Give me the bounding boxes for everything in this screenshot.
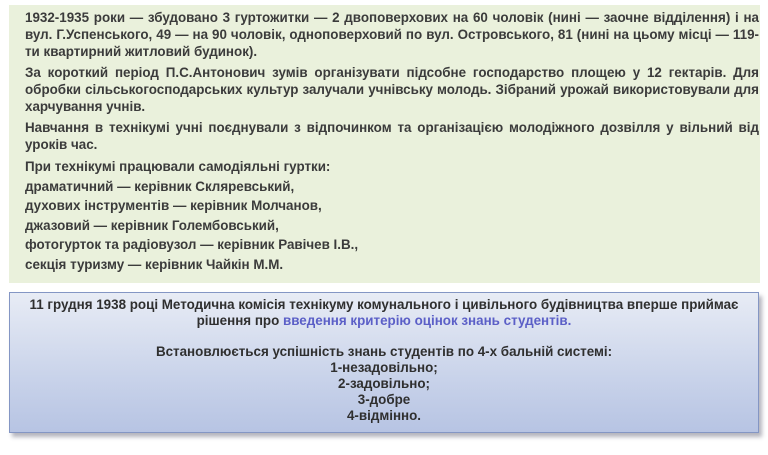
club-item: духових інструментів — керівник Молчанов, <box>25 198 322 213</box>
paragraph-farm: За короткий період П.С.Антонович зумів організувати підсобне господарство площею у 12 гектарів. Для обробки сільськогосподарських культур залучали учнівську молодь. Зібраний урожай використовували для харчування учнів. <box>25 65 759 114</box>
paragraph-dormitories: 1932-1935 роки — збудовано 3 гуртожитки — 2 двоповерхових на 60 чоловік (нині — заочне відділення) і на вул. Г.Успенського, 49 — на 90 чоловік, одноповерховий по вул. Островського, 81 (нині на цьому місці — 119-ти квартирний житловий будинок). <box>25 10 759 59</box>
decision-line-2-prefix: рішення про <box>196 313 284 328</box>
paragraph-leisure: Навчання в технікумі учні поєднували з відпочинком та організацією молодіжного дозвілля у вільний від уроків час. <box>25 120 759 152</box>
grade-item: 1-незадовільно; <box>330 360 438 375</box>
decision-highlight: введення критерію оцінок знань студентів. <box>283 313 572 328</box>
clubs-list <box>25 177 763 275</box>
grading-scale-intro: Встановлюється успішність знань студентів по 4-х бальній системі: <box>155 344 613 359</box>
club-item: джазовий — керівник Голембовський, <box>25 217 279 233</box>
grade-item: 3-добре <box>357 392 411 407</box>
grading-decision-box <box>9 292 759 433</box>
club-item: фотогурток та радіовузол — керівник Равічев І.В., <box>25 237 359 252</box>
club-item: секція туризму — керівник Чайкін М.М. <box>25 256 284 272</box>
clubs-intro: При технікумі працювали самодіяльні гуртки: <box>25 159 331 174</box>
grade-item: 2-задовільно; <box>338 376 430 391</box>
decision-line-2 <box>10 313 758 329</box>
grade-item: 4-відмінно. <box>346 408 422 423</box>
history-text-block <box>25 9 763 274</box>
decision-line-1: 11 грудня 1938 році Методична комісія технікуму комунального і цивільного будівництва вперше приймає <box>29 297 739 312</box>
spacer <box>10 329 758 344</box>
club-item: драматичний — керівник Скляревський, <box>25 178 295 194</box>
